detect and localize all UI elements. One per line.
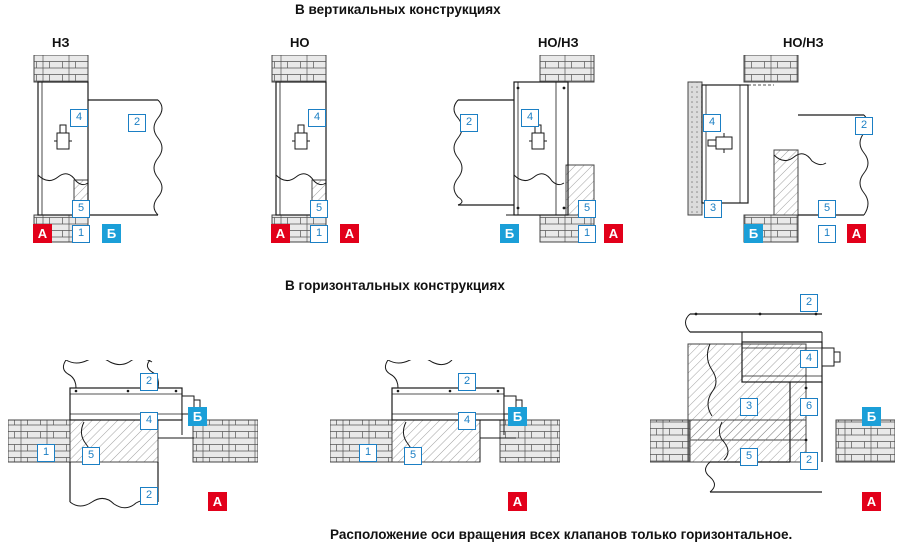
column-header-nonz-2: НО/НЗ [783, 35, 824, 50]
callout-1: 1 [310, 225, 328, 243]
callout-1: 1 [818, 225, 836, 243]
callout-1: 1 [37, 444, 55, 462]
horizontal-shaft-figure [650, 292, 895, 520]
section-title-vertical: В вертикальных конструкциях [295, 2, 501, 17]
callout-5: 5 [404, 447, 422, 465]
vertical-nz-figure [30, 55, 180, 250]
badge-b-h3: Б [862, 407, 881, 426]
callout-3: 3 [740, 398, 758, 416]
column-header-no: НО [290, 35, 310, 50]
badge-a-v3: А [604, 224, 623, 243]
callout-4: 4 [800, 350, 818, 368]
callout-2: 2 [458, 373, 476, 391]
badge-a-h3: А [862, 492, 881, 511]
callout-2: 2 [855, 117, 873, 135]
badge-a-v2-left: А [271, 224, 290, 243]
callout-5: 5 [578, 200, 596, 218]
column-header-nonz-1: НО/НЗ [538, 35, 579, 50]
callout-2: 2 [140, 487, 158, 505]
callout-4: 4 [703, 114, 721, 132]
badge-a-v2-right: А [340, 224, 359, 243]
callout-1: 1 [359, 444, 377, 462]
callout-4: 4 [70, 109, 88, 127]
badge-b-v3: Б [500, 224, 519, 243]
callout-1: 1 [578, 225, 596, 243]
badge-b-h2: Б [508, 407, 527, 426]
column-header-nz: НЗ [52, 35, 70, 50]
callout-1: 1 [72, 225, 90, 243]
vertical-nonz-duct-figure [448, 55, 623, 250]
badge-a-h2: А [508, 492, 527, 511]
callout-2: 2 [460, 114, 478, 132]
callout-4: 4 [458, 412, 476, 430]
callout-5: 5 [72, 200, 90, 218]
callout-2: 2 [128, 114, 146, 132]
badge-b-h1: Б [188, 407, 207, 426]
badge-a-v1: А [33, 224, 52, 243]
callout-4: 4 [308, 109, 326, 127]
callout-5: 5 [310, 200, 328, 218]
badge-b-v4: Б [744, 224, 763, 243]
callout-2: 2 [800, 452, 818, 470]
callout-5: 5 [818, 200, 836, 218]
callout-4: 4 [140, 412, 158, 430]
badge-a-v4: А [847, 224, 866, 243]
badge-a-h1: А [208, 492, 227, 511]
vertical-no-figure [268, 55, 378, 250]
callout-5: 5 [740, 448, 758, 466]
section-title-horizontal: В горизонтальных конструкциях [285, 278, 505, 293]
callout-2: 2 [140, 373, 158, 391]
callout-5: 5 [82, 447, 100, 465]
callout-3: 3 [704, 200, 722, 218]
callout-6: 6 [800, 398, 818, 416]
callout-2: 2 [800, 294, 818, 312]
footer-note: Расположение оси вращения всех клапанов только горизонтальное. [330, 527, 793, 542]
badge-b-v1: Б [102, 224, 121, 243]
vertical-nonz-wall-figure [680, 55, 880, 250]
callout-4: 4 [521, 109, 539, 127]
